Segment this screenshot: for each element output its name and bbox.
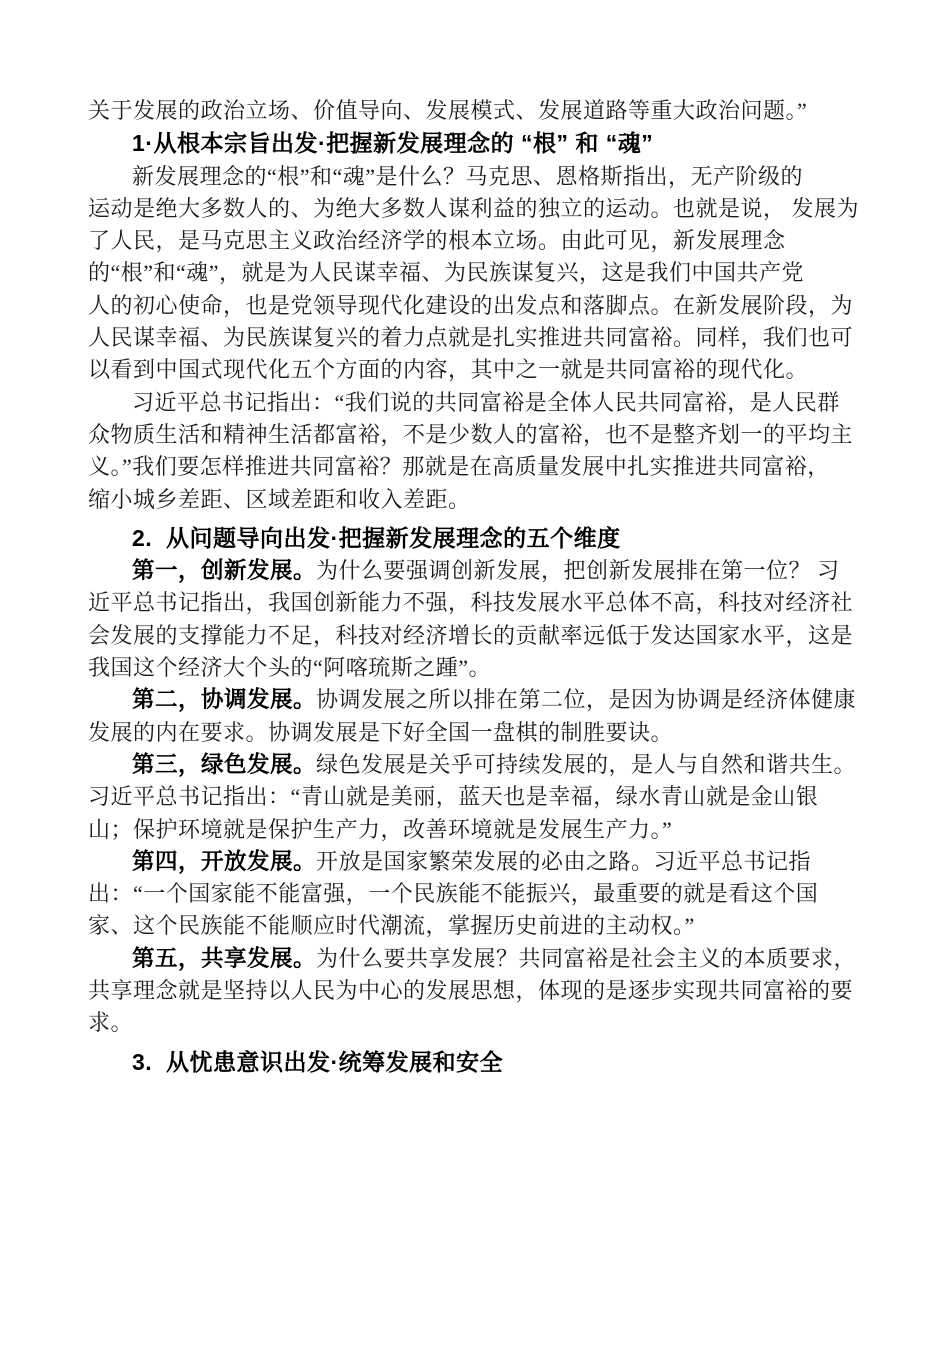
body-text: 协调发展之所以排在第二位，是因为协调是经济体健康 — [316, 687, 857, 713]
bold-lead-text: 第三，绿色发展。 — [132, 751, 317, 777]
body-text: 了人民，是马克思主义政治经济学的根本立场。由此可见，新发展理念 — [88, 228, 786, 254]
section-heading — [88, 127, 870, 160]
body-text: 人的初心使命，也是党领导现代化建设的出发点和落脚点。在新发展阶段，为 — [88, 292, 854, 318]
body-text: 义。”我们要怎样推进共同富裕？那就是在高质量发展中扎实推进共同富裕， — [88, 454, 830, 480]
body-text: 出：“一个国家能不能富强，一个民族能不能振兴，最重要的就是看这个国 — [88, 881, 819, 907]
body-text: 众物质生活和精神生活都富裕，不是少数人的富裕，也不是整齐划一的平均主 — [88, 421, 854, 447]
text-line — [88, 781, 870, 813]
body-text: 家、这个民族能不能顺应时代潮流，掌握历史前进的主动权。” — [88, 913, 695, 939]
text-line — [88, 419, 870, 451]
text-line — [88, 749, 870, 781]
text-line — [88, 161, 870, 193]
text-line — [88, 587, 870, 619]
text-line — [88, 484, 870, 516]
text-line — [88, 555, 870, 587]
text-line — [88, 717, 870, 749]
text-line — [88, 975, 870, 1007]
body-text: 新发展理念的“根”和“魂”是什么？马克思、恩格斯指出，无产阶级的 — [132, 163, 804, 189]
text-line — [88, 652, 870, 684]
text-line — [88, 814, 870, 846]
body-text: 的“根”和“魂”，就是为人民谋幸福、为民族谋复兴，这是我们中国共产党 — [88, 260, 805, 286]
text-line — [88, 95, 870, 127]
body-text: 近平总书记指出，我国创新能力不强，科技发展水平总体不高，科技对经济社 — [88, 590, 854, 616]
body-text: 人民谋幸福、为民族谋复兴的着力点就是扎实推进共同富裕。同样，我们也可 — [88, 325, 854, 351]
body-text: 为什么要强调创新发展，把创新发展排在第一位？ 习 — [316, 558, 840, 584]
text-line — [88, 451, 870, 483]
body-text: 运动是绝大多数人的、为绝大多数人谋利益的独立的运动。也就是说， 发展为 — [88, 195, 860, 221]
text-line — [88, 290, 870, 322]
body-text: 缩小城乡差距、区域差距和收入差距。 — [88, 486, 471, 512]
heading-text: 1·从根本宗旨出发·把握新发展理念的 “根” 和 “魂” — [132, 130, 654, 157]
text-line — [88, 943, 870, 975]
body-text: 共享理念就是坚持以人民为中心的发展思想，体现的是逐步实现共同富裕的要 — [88, 978, 854, 1004]
body-text: 会发展的支撑能力不足，科技对经济增长的贡献率远低于发达国家水平，这是 — [88, 622, 854, 648]
text-line — [88, 878, 870, 910]
body-text: 为什么要共享发展？共同富裕是社会主义的本质要求， — [316, 945, 857, 971]
text-line — [88, 910, 870, 942]
text-line — [88, 846, 870, 878]
section-heading — [88, 522, 870, 555]
body-text: 发展的内在要求。协调发展是下好全国一盘棋的制胜要诀。 — [88, 719, 674, 745]
body-text: 开放是国家繁荣发展的必由之路。习近平总书记指 — [316, 848, 812, 874]
text-line — [88, 354, 870, 386]
body-text: 关于发展的政治立场、价值导向、发展模式、发展道路等重大政治问题。” — [88, 98, 808, 123]
bold-lead-text: 第四，开放发展。 — [132, 848, 317, 874]
heading-text: 2. 从问题导向出发·把握新发展理念的五个维度 — [132, 524, 621, 551]
text-line — [88, 684, 870, 716]
text-line — [88, 257, 870, 289]
section-heading — [88, 1046, 870, 1079]
text-line — [88, 1007, 870, 1039]
bold-lead-text: 第一，创新发展。 — [132, 558, 317, 584]
text-line — [88, 225, 870, 257]
bold-lead-text: 第二，协调发展。 — [132, 687, 317, 713]
body-text: 习近平总书记指出：“青山就是美丽，蓝天也是幸福，绿水青山就是金山银 — [88, 784, 819, 810]
body-text: 山；保护环境就是保护生产力，改善环境就是发展生产力。” — [88, 816, 673, 842]
body-text: 求。 — [88, 1010, 134, 1036]
body-text: 绿色发展是关乎可持续发展的，是人与自然和谐共生。 — [316, 751, 857, 777]
text-line — [88, 322, 870, 354]
heading-text: 3. 从忧患意识出发·统筹发展和安全 — [132, 1048, 504, 1075]
body-text: 以看到中国式现代化五个方面的内容，其中之一就是共同富裕的现代化。 — [88, 357, 809, 383]
body-text: 我国这个经济大个头的“阿喀琉斯之踵”。 — [88, 655, 492, 681]
text-line — [88, 620, 870, 652]
text-line — [88, 193, 870, 225]
body-text: 习近平总书记指出：“我们说的共同富裕是全体人民共同富裕，是人民群 — [132, 389, 840, 415]
text-line — [88, 387, 870, 419]
document-text-body — [88, 95, 870, 1079]
bold-lead-text: 第五，共享发展。 — [132, 945, 317, 971]
